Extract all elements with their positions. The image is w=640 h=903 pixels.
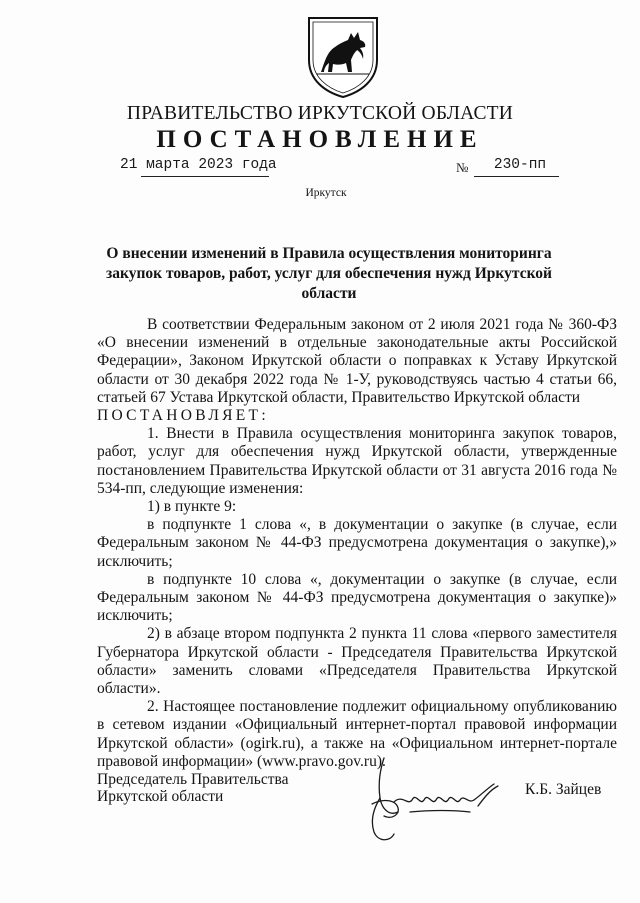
resolves-heading: ПОСТАНОВЛЯЕТ: [97, 407, 269, 425]
document-city: Иркутск [305, 187, 347, 199]
coat-of-arms-icon [305, 14, 381, 98]
item-1-sub-2-paragraph: 2) в абзаце втором подпункта 2 пункта 11 слова «первого заместителя Губернатора Иркутской области - Председателя Правительства Иркутской области» заменить словами «Председателя Правительства Иркутской области». [97, 625, 617, 698]
item-1-sub-1b-paragraph: в подпункте 10 слова «, документации о закупке (в случае, если Федеральным законом № 44-ФЗ предусмотрена документация о закупке)» исключить; [97, 570, 617, 625]
item-1-sub-1-paragraph: 1) в пункте 9: [147, 498, 237, 516]
document-number: 230-пп [493, 157, 547, 173]
item-2-paragraph: 2. Настоящее постановление подлежит официальному опубликованию в сетевом издании «Официальный интернет-портал правовой информации Иркутской области» (ogirk.ru), а также на «Официальном интернет-портале правовой информации» (www.pravo.gov.ru). [97, 698, 617, 770]
date-underline [141, 176, 269, 177]
item-1-paragraph: 1. Внести в Правила осуществления мониторинга закупок товаров, работ, услуг для обеспечения нужд Иркутской области, утвержденные постановлением Правительства Иркутской области от 31 августа 2016 года № 534-пп, следующие изменения: [97, 425, 617, 497]
document-body [97, 316, 617, 771]
number-underline [474, 176, 559, 177]
preamble-paragraph: В соответствии Федеральным законом от 2 июля 2021 года № 360-ФЗ «О внесении изменений в отдельные законодательные акты Российской Федерации», Законом Иркутской области о поправках к Уставу Иркутской области от 30 декабря 2022 года № 1-У, руководствуясь частью 4 статьи 66, статьей 67 Устава Иркутской области, Правительство Иркутской области [97, 316, 617, 406]
signature-icon [350, 754, 510, 846]
document-date: 21 марта 2023 года [120, 157, 277, 173]
document-title: О внесении изменений в Правила осуществления мониторинга закупок товаров, работ, услуг для обеспечения нужд Иркутской области [106, 245, 552, 302]
signer-name: К.Б. Зайцев [525, 781, 602, 798]
government-name: ПРАВИТЕЛЬСТВО ИРКУТСКОЙ ОБЛАСТИ [126, 103, 514, 124]
number-sign: № [456, 160, 469, 175]
document-type: ПОСТАНОВЛЕНИЕ [156, 126, 484, 153]
item-1-sub-1a-paragraph: в подпункте 1 слова «, в документации о закупке (в случае, если Федеральным законом № 44-ФЗ предусмотрена документация о закупке),» исключить; [97, 516, 617, 570]
signer-position: Председатель Правительства Иркутской области [97, 771, 289, 805]
